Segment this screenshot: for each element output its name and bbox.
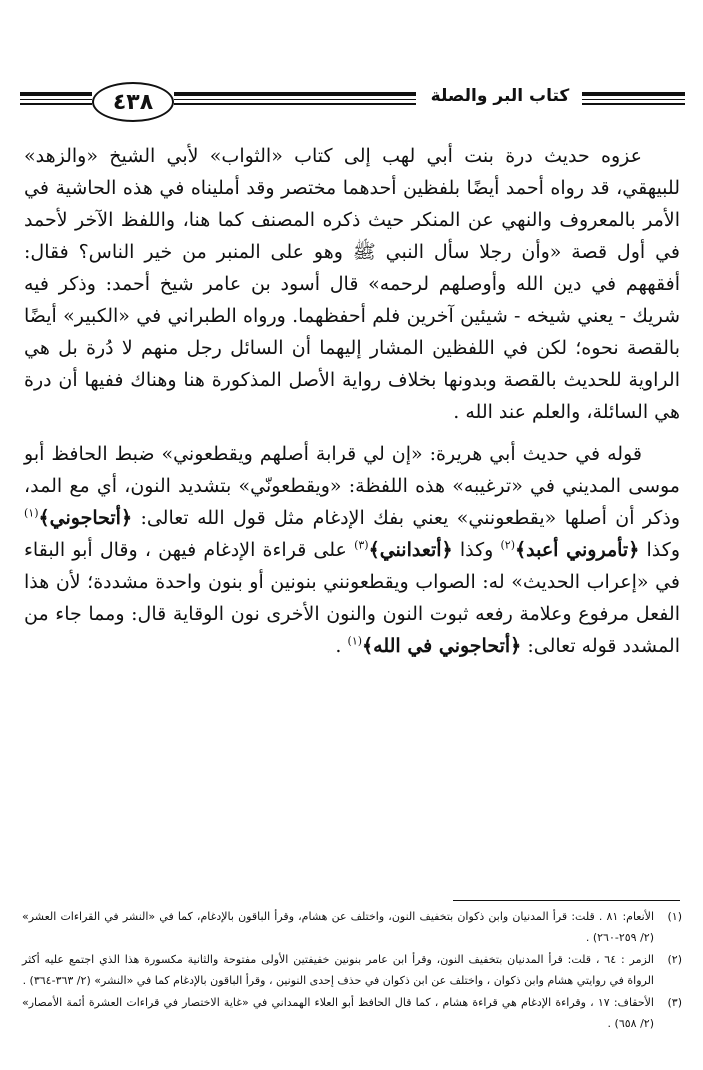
header-rule-left xyxy=(20,92,92,105)
text-run: قوله في حديث أبي هريرة: «إن لي قرابة أصلهم ويقطعوني» ضبط الحافظ أبو موسى المديني في «ترغيبه» هذه اللفظة: «ويقطعونّي» بتشديد النون، أي مع المد، وذكر أن أصلها «يقطعونني» يعني بفك الإدغام مثل قول الله تعالى: xyxy=(24,443,680,529)
header-rule-right xyxy=(582,92,685,105)
footnote-ref: (٢) xyxy=(500,538,515,552)
footnote-separator xyxy=(453,900,680,901)
paragraph xyxy=(24,140,680,428)
header-rule-middle xyxy=(174,92,416,105)
text-run: . xyxy=(335,635,348,657)
main-text xyxy=(24,140,680,662)
footnote-ref: (١) xyxy=(24,506,39,520)
footnote-ref: (٣) xyxy=(354,538,369,552)
footnote-text: الزمر : ٦٤ ، قلت: قرأ المدنيان بتخفيف النون، وقرأ ابن عامر بنونين خفيفتين الأولى مفتوحة والثانية مكسورة هذا الذي اجتمع عليه أكثر الرواة في روايتي هشام وابن ذكوان ، واختلف عن ابن ذكوان في حذف إحدى النونين ، وقرأ الباقون بالإدغام كما في «النشر» (٢/ ٣٦٣-٣٦٤) . xyxy=(22,953,654,987)
text-run: عزوه حديث درة بنت أبي لهب إلى كتاب «الثواب» لأبي الشيخ «والزهد» للبيهقي، قد رواه أحمد أيضًا بلفظين أحدهما مختصر وقد أمليناه في هذه الحاشية في الأمر بالمعروف والنهي عن المنكر حيث ذكره المصنف كما هنا، واللفظ الآخر لأحمد في أول قصة «وأن رجلا سأل النبي ﷺ وهو على المنبر من خير الناس؟ فقال: أفقههم في دين الله وأوصلهم لرحمه» قال أسود بن عامر شيخ أحمد: وذكر فيه شريك - يعني شيخه - شيئين آخرين فلم أحفظهما. ورواه الطبراني في «الكبير» أيضًا بالقصة نحوه؛ لكن في اللفظين المشار إليهما أن السائل رجل منهم لا دُرة بل هي الراوية للحديث بالقصة وبدونها بخلاف رواية الأصل المذكورة هنا وهناك ففيها أن درة هي السائلة، والعلم عند الله . xyxy=(24,145,680,423)
footnote-number: (٣) xyxy=(667,996,682,1009)
page-number: ٤٣٨ xyxy=(92,82,174,122)
quran-verse: ﴿أتحاجوني﴾ xyxy=(38,507,133,529)
footnote-number: (٢) xyxy=(667,953,682,966)
quran-verse: ﴿تأمروني أعبد﴾ xyxy=(515,539,640,561)
paragraph xyxy=(24,438,680,662)
running-header xyxy=(20,82,685,126)
footnote xyxy=(22,949,682,991)
running-title: كتاب البر والصلة xyxy=(430,86,570,106)
footnotes xyxy=(22,906,682,1035)
footnote-text: الأنعام: ٨١ . قلت: قرأ المدنيان وابن ذكوان بتخفيف النون، واختلف عن هشام، وقرأ الباقون بالإدغام، كما في «النشر في القراءات العشر» (٢/ ٢٥٩-٢٦٠) . xyxy=(22,910,655,944)
footnote-number: (١) xyxy=(667,910,682,923)
text-run: وكذا xyxy=(452,539,501,561)
footnote-ref: (١) xyxy=(347,634,363,648)
quran-verse: ﴿أتعدانني﴾ xyxy=(368,539,453,561)
text-run: على قراءة الإدغام فيهن ، وقال أبو البقاء في «إعراب الحديث» له: الصواب ويقطعونني بنونين أو بنون واحدة مشددة؛ لأن هذا الفعل مرفوع وعلامة رفعه ثبوت النون والنون الأخرى نون الوقاية قال: ومما جاء من المشدد قوله تعالى: xyxy=(24,539,680,657)
footnote-text: الأحقاف: ١٧ ، وقراءة الإدغام هي قراءة هشام ، كما قال الحافظ أبو العلاء الهمداني في «غاية الاختصار في قراءات العشرة أئمة الأمصار» (٢/ ٦٥٨) . xyxy=(22,996,654,1030)
quran-verse: ﴿أتحاجوني في الله﴾ xyxy=(362,635,522,657)
text-run: وكذا xyxy=(639,539,680,561)
footnote xyxy=(22,906,682,948)
footnote xyxy=(22,992,682,1034)
